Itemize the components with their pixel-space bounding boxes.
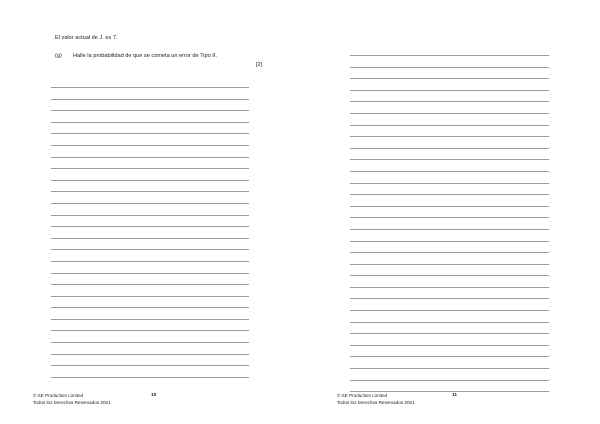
answer-line	[51, 273, 249, 274]
answer-line	[51, 307, 249, 308]
answer-line	[51, 157, 249, 158]
answer-line	[350, 136, 549, 137]
answer-line	[350, 345, 549, 346]
copyright-text: © SE Production Limited	[337, 393, 388, 398]
answer-line	[350, 275, 549, 276]
question-text: Halle la probabilidad de que se cometa un error de Tipo II.	[73, 53, 217, 59]
rights-text: Todos los Derechos Reservados 2021	[337, 399, 415, 405]
answer-line	[350, 298, 549, 299]
answer-line	[350, 78, 549, 79]
answer-line	[51, 365, 249, 366]
answer-line	[51, 377, 249, 378]
answer-line	[350, 380, 549, 381]
question-number: (g)	[55, 53, 62, 59]
answer-line	[350, 252, 549, 253]
answer-line	[350, 183, 549, 184]
answer-line	[51, 191, 249, 192]
answer-line	[51, 284, 249, 285]
answer-line	[350, 101, 549, 102]
answer-line	[51, 122, 249, 123]
answer-line	[51, 99, 249, 100]
page-number-right: 11	[452, 393, 458, 398]
answer-line	[350, 67, 549, 68]
answer-line	[51, 110, 249, 111]
answer-line	[350, 148, 549, 149]
copyright-text: © SE Production Limited	[33, 393, 84, 398]
answer-line	[350, 241, 549, 242]
answer-line	[350, 206, 549, 207]
rights-text: Todos los Derechos Reservados 2021	[33, 399, 111, 405]
answer-line	[350, 322, 549, 323]
answer-line	[350, 194, 549, 195]
answer-line	[51, 249, 249, 250]
answer-line	[51, 319, 249, 320]
answer-line	[350, 229, 549, 230]
answer-line	[51, 354, 249, 355]
answer-lines-left	[51, 87, 249, 378]
answer-line	[51, 296, 249, 297]
page-number-left: 10	[151, 393, 157, 398]
question-g	[55, 53, 217, 59]
answer-line	[51, 261, 249, 262]
right-page	[300, 0, 600, 424]
intro-text: El valor actual de J. es 7.	[55, 35, 118, 41]
answer-line	[350, 171, 549, 172]
footer-copyright-left	[33, 393, 111, 406]
answer-line	[350, 125, 549, 126]
marks-label: [2]	[256, 62, 263, 68]
answer-line	[350, 90, 549, 91]
answer-line	[350, 264, 549, 265]
answer-line	[350, 55, 549, 56]
answer-lines-right	[350, 55, 549, 392]
answer-line	[350, 113, 549, 114]
answer-line	[51, 238, 249, 239]
answer-line	[350, 287, 549, 288]
answer-line	[51, 168, 249, 169]
answer-line	[51, 215, 249, 216]
answer-line	[51, 145, 249, 146]
answer-line	[350, 217, 549, 218]
answer-line	[350, 159, 549, 160]
answer-line	[350, 356, 549, 357]
answer-line	[51, 133, 249, 134]
answer-line	[51, 203, 249, 204]
answer-line	[51, 342, 249, 343]
answer-line	[51, 180, 249, 181]
answer-line	[350, 310, 549, 311]
answer-line	[350, 333, 549, 334]
answer-line	[51, 226, 249, 227]
answer-line	[51, 330, 249, 331]
answer-line	[51, 87, 249, 88]
footer-copyright-right	[337, 393, 415, 406]
answer-line	[350, 368, 549, 369]
